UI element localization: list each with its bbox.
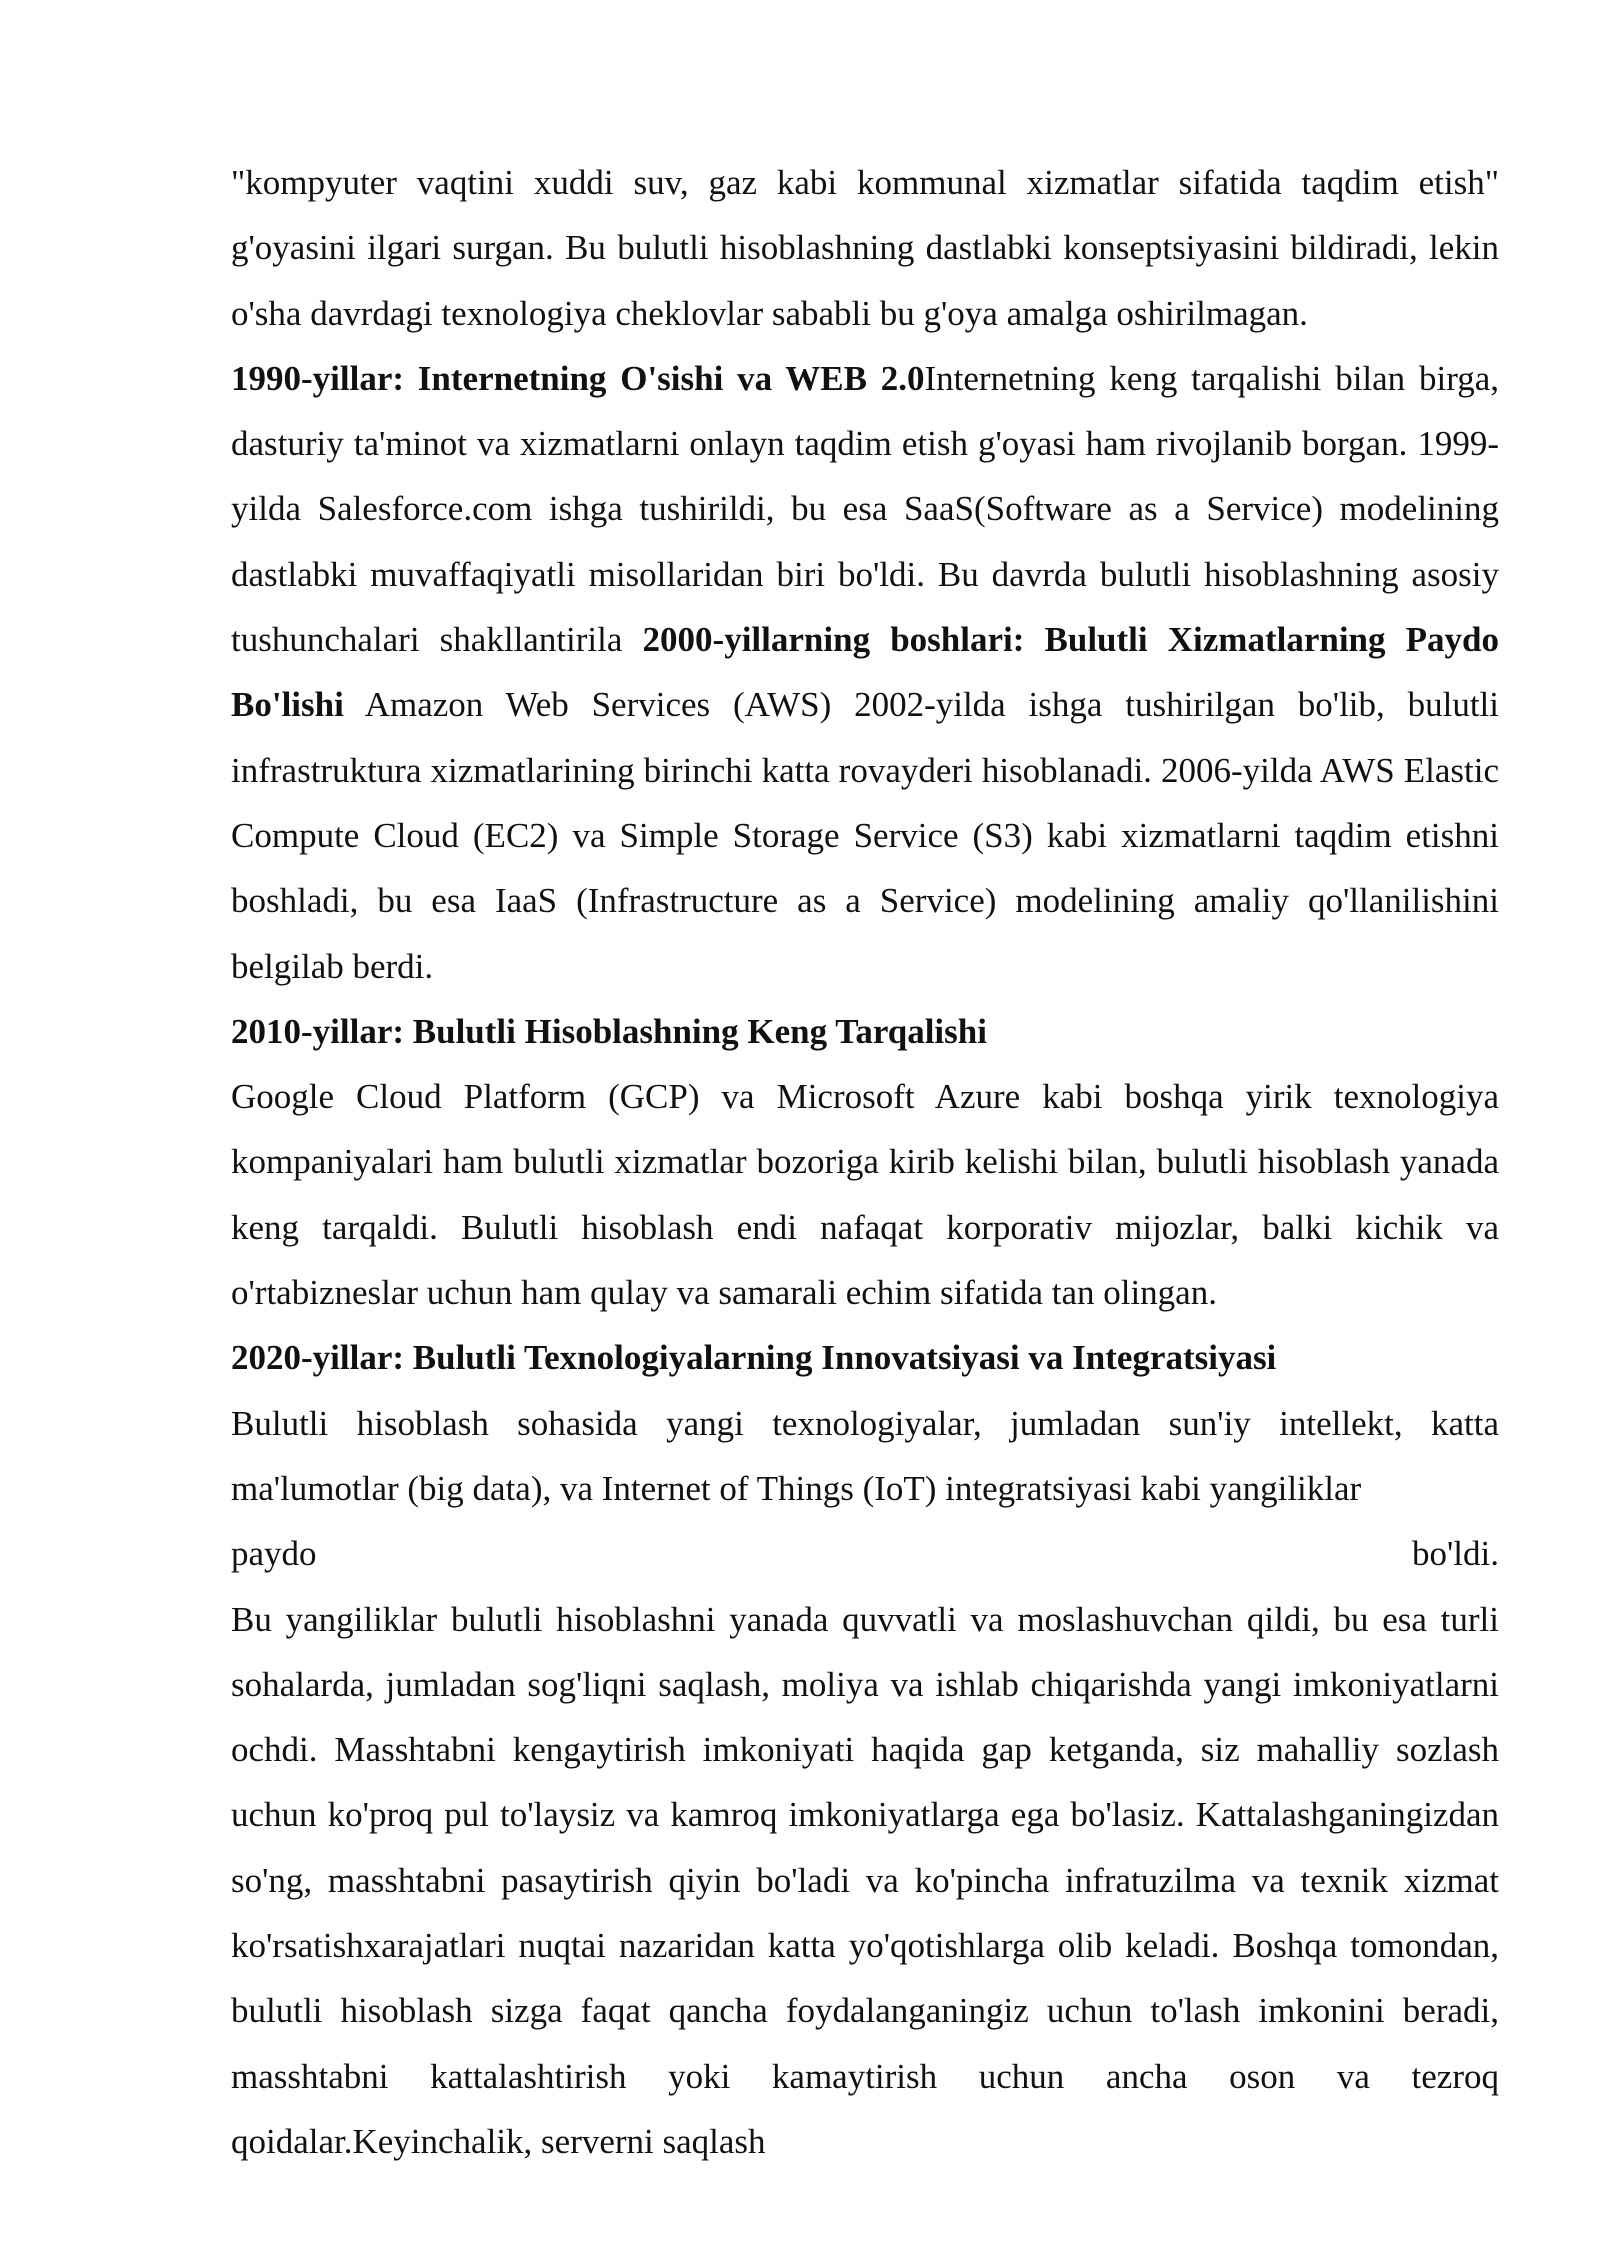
- section-1990-text: Internetning keng tarqalishi bilan birga, dasturiy ta'minot va xizmatlarni onlayn taqdim etish g'oyasi ham rivojlanib borgan. 1999-yilda Salesforce.com ishga tushirildi, bu esa SaaS(Software as a Service) modelining dastlabki muvaffaqiyatli misollaridan biri bo'ldi. Bu davrda bulutli hisoblashning asosiy tushunchalari shakllantirila: [231, 358, 1499, 660]
- section-2020-paragraph-b: Bu yangiliklar bulutli hisoblashni yanada quvvatli va moslashuvchan qildi, bu esa turli sohalarda, jumladan sog'liqni saqlash, moliya va ishlab chiqarishda yangi imkoniyatlarni ochdi. Masshtabni kengaytirish imkoniyati haqida gap ketganda, siz mahalliy sozlash uchun ko'proq pul to'laysiz va kamroq imkoniyatlarga ega bo'lasiz. Kattalashganingizdan so'ng, masshtabni pasaytirish qiyin bo'ladi va ko'pincha infratuzilma va texnik xizmat ko'rsatishxarajatlari nuqtai nazaridan katta yo'qotishlarga olib keladi. Boshqa tomondan, bulutli hisoblash sizga faqat qancha foydalanganingiz uchun to'lash imkonini beradi, masshtabni kattalashtirish yoki kamaytirish uchun ancha oson va tezroq qoidalar.Keyinchalik, serverni saqlash: [231, 1599, 1499, 2161]
- section-2010-paragraph: Google Cloud Platform (GCP) va Microsoft Azure kabi boshqa yirik texnologiya kompaniyalari ham bulutli xizmatlar bozoriga kirib kelishi bilan, bulutli hisoblash yanada keng tarqaldi. Bulutli hisoblash endi nafaqat korporativ mijozlar, balki kichik va o'rtabizneslar uchun ham qulay va samarali echim sifatida tan olingan.: [231, 1077, 1499, 1313]
- section-2010-heading: 2010-yillar: Bulutli Hisoblashning Keng Tarqalishi: [231, 1011, 987, 1051]
- section-2020-word-boldi: bo'ldi.: [1411, 1534, 1499, 1574]
- section-1990-heading: 1990-yillar: Internetning O'sishi va WEB 2.0: [231, 358, 925, 398]
- intro-paragraph: "kompyuter vaqtini xuddi suv, gaz kabi kommunal xizmatlar sifatida taqdim etish" g'oyasini ilgari surgan. Bu bulutli hisoblashning dastlabki konseptsiyasini bildiradi, lekin o'sha davrdagi texnologiya cheklovlar sababli bu g'oya amalga oshirilmagan.: [231, 163, 1499, 333]
- section-2020-spread-line: [231, 1521, 1499, 1586]
- section-2020-heading-line: [231, 1325, 1499, 1390]
- section-2020-paragraph-a: Bulutli hisoblash sohasida yangi texnologiyalar, jumladan sun'iy intellekt, katta ma'lumotlar (big data), va Internet of Things (IoT) integratsiyasi kabi yangiliklar: [231, 1403, 1499, 1508]
- section-2020-word-paydo: paydo: [231, 1534, 317, 1574]
- section-1990-paragraph: [231, 346, 1499, 999]
- section-2020-heading: 2020-yillar: Bulutli Texnologiyalarning Innovatsiyasi va Integratsiyasi: [231, 1338, 1277, 1378]
- document-body: [231, 150, 1499, 2174]
- section-2010-heading-line: [231, 999, 1499, 1064]
- section-2000-heading: 2000-yillarning boshlari: Bulutli Xizmatlarning Paydo Bo'lishi: [231, 620, 1499, 725]
- section-2000-text: Amazon Web Services (AWS) 2002-yilda ishga tushirilgan bo'lib, bulutli infrastruktura xizmatlarining birinchi katta rovayderi hisoblanadi. 2006-yilda AWS Elastic Compute Cloud (EC2) va Simple Storage Service (S3) kabi xizmatlarni taqdim etishni boshladi, bu esa IaaS (Infrastructure as a Service) modelining amaliy qo'llanilishini belgilab berdi.: [231, 685, 1499, 986]
